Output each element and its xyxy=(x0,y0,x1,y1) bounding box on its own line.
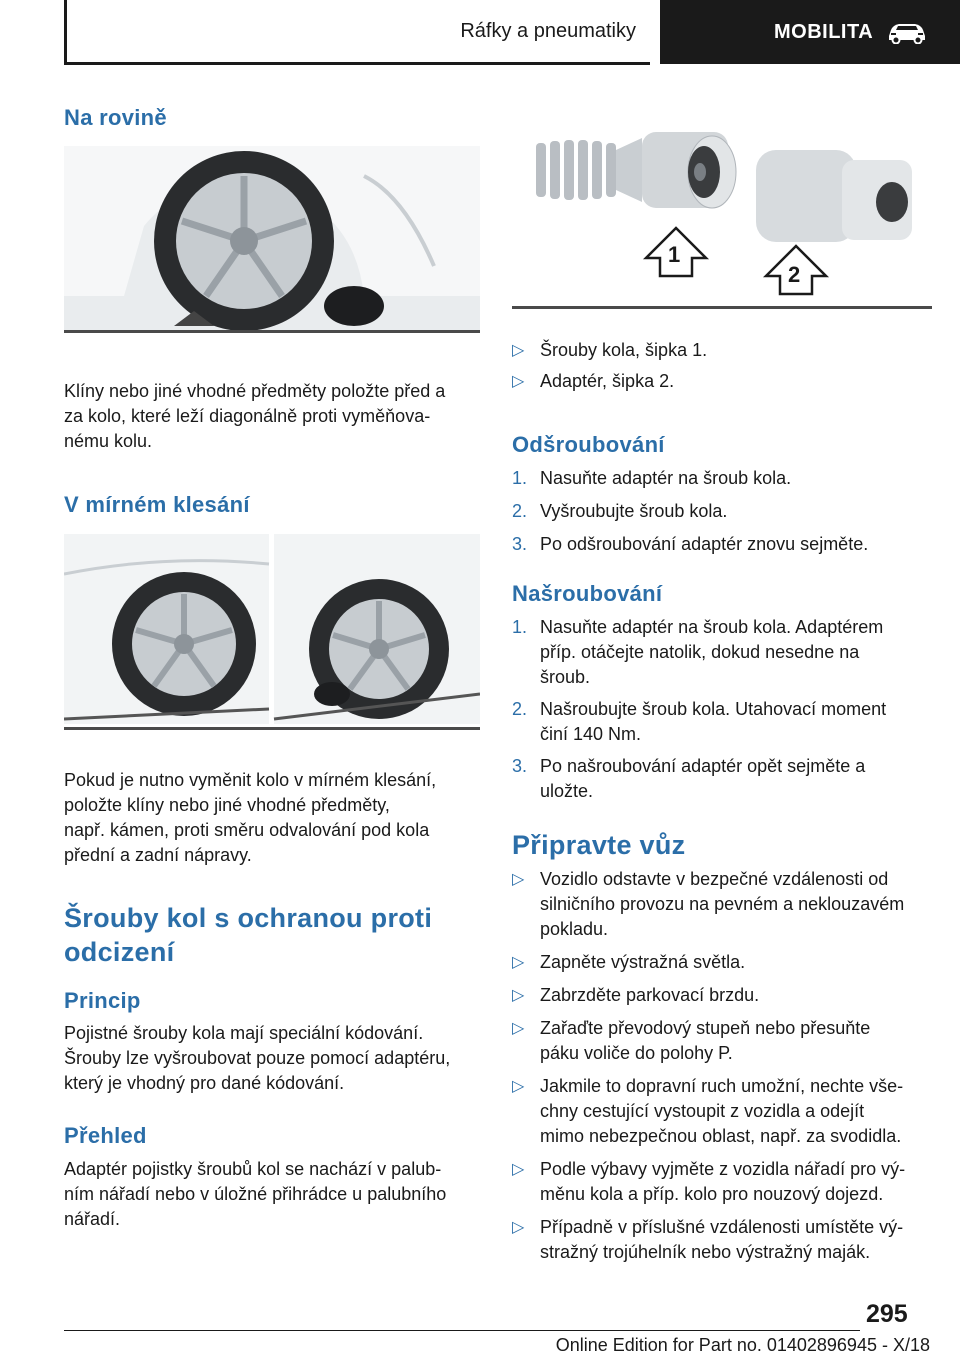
paragraph-line: položte klíny nebo jiné vhodné předměty, xyxy=(64,795,390,815)
heading-flat: Na rovině xyxy=(64,105,167,130)
paragraph-principle xyxy=(64,1021,480,1096)
heading-prepare-vehicle: Připravte vůz xyxy=(512,830,686,860)
list-item-text: Po odšroubování adaptér znovu sejměte. xyxy=(540,534,869,554)
paragraph-line: např. kámen, proti směru odvalování pod kola xyxy=(64,820,430,840)
triangle-bullet-icon: ▷ xyxy=(512,1078,525,1095)
triangle-bullet-icon: ▷ xyxy=(512,871,525,888)
heading-line: odcizení xyxy=(64,937,175,967)
list-item xyxy=(512,532,932,557)
paragraph-line: Šrouby lze vyšroubovat pouze pomocí adaptéru, xyxy=(64,1048,451,1068)
list-item-text: činí 140 Nm. xyxy=(540,724,642,744)
heading-slope: V mírném klesání xyxy=(64,492,250,517)
paragraph-line: ním nářadí nebo v úložné přihrádce u palubního xyxy=(64,1184,447,1204)
figure-wheels-slope xyxy=(64,534,480,724)
list-item-text: Jakmile to dopravní ruch umožní, nechte vše- xyxy=(540,1076,904,1096)
list-item xyxy=(512,499,932,524)
triangle-bullet-icon: ▷ xyxy=(512,1219,525,1236)
paragraph-line: přední a zadní nápravy. xyxy=(64,845,252,865)
arrow-label-2: 2 xyxy=(788,262,801,287)
screw-steps xyxy=(512,615,932,804)
paragraph-line: nářadí. xyxy=(64,1209,121,1229)
list-item-text: stražný trojúhelník nebo výstražný maják. xyxy=(540,1242,871,1262)
list-item-text: Šrouby kola, šipka 1. xyxy=(540,340,708,360)
chapter-tab xyxy=(660,0,960,64)
arrow-label-1: 1 xyxy=(668,242,681,267)
paragraph-line: Pojistné šrouby kola mají speciální kódování. xyxy=(64,1023,424,1043)
triangle-bullet-icon: ▷ xyxy=(512,1020,525,1037)
list-item-text: páku voliče do polohy P. xyxy=(540,1043,733,1063)
paragraph-line: Pokud je nutno vyměnit kolo v mírném klesání, xyxy=(64,770,437,790)
list-item-text: Zapněte výstražná světla. xyxy=(540,952,746,972)
paragraph-line: Klíny nebo jiné vhodné předměty položte před a xyxy=(64,381,446,401)
list-item-text: mimo nebezpečnou oblast, např. za svodidla. xyxy=(540,1126,902,1146)
list-item-text: pokladu. xyxy=(540,919,609,939)
list-item-text: Vyšroubujte šroub kola. xyxy=(540,501,728,521)
list-item-text: Nasuňte adaptér na šroub kola. Adaptérem xyxy=(540,617,884,637)
header-underline xyxy=(64,62,650,65)
list-item xyxy=(512,1016,932,1066)
step-number: 1. xyxy=(512,468,528,488)
list-item xyxy=(512,338,932,363)
step-number: 1. xyxy=(512,617,528,637)
list-item-text: Zabrzděte parkovací brzdu. xyxy=(540,985,760,1005)
heading-screw: Našroubování xyxy=(512,581,663,606)
page-number: 295 xyxy=(866,1300,908,1328)
heading-overview: Přehled xyxy=(64,1123,147,1148)
step-number: 2. xyxy=(512,699,528,719)
paragraph-line: který je vhodný pro dané kódování. xyxy=(64,1073,345,1093)
heading-unscrew: Odšroubování xyxy=(512,432,665,457)
list-item xyxy=(512,983,932,1008)
figure-wheel-flat xyxy=(64,146,480,330)
list-item-text: Po našroubování adaptér opět sejměte a xyxy=(540,756,866,776)
paragraph-line: nému kolu. xyxy=(64,431,153,451)
step-number: 2. xyxy=(512,501,528,521)
list-item-text: Podle výbavy vyjměte z vozidla nářadí pro vý- xyxy=(540,1159,906,1179)
list-item-text: Případně v příslušné vzdálenosti umístěte vý- xyxy=(540,1217,904,1237)
list-item-text: Adaptér, šipka 2. xyxy=(540,371,675,391)
list-item xyxy=(512,1157,932,1207)
paragraph-line: Adaptér pojistky šroubů kol se nachází v palub- xyxy=(64,1159,442,1179)
list-item xyxy=(512,754,932,804)
list-item-text: chny cestující vystoupit z vozidla a odejít xyxy=(540,1101,865,1121)
heading-principle: Princip xyxy=(64,988,141,1013)
figure-rule xyxy=(64,330,480,333)
list-item-text: příp. otáčejte natolik, dokud nesedne na xyxy=(540,642,860,662)
list-item xyxy=(512,1215,932,1265)
paragraph-flat xyxy=(64,379,480,454)
list-item xyxy=(512,867,932,942)
list-item-text: Vozidlo odstavte v bezpečné vzdálenosti od xyxy=(540,869,889,889)
prepare-list xyxy=(512,867,932,1265)
list-item xyxy=(512,950,932,975)
list-item-text: Zařaďte převodový stupeň nebo přesuňte xyxy=(540,1018,871,1038)
chapter-tab-label: MOBILITA xyxy=(774,20,874,43)
list-item-text: měnu kola a příp. kolo pro nouzový dojezd. xyxy=(540,1184,884,1204)
step-number: 3. xyxy=(512,756,528,776)
triangle-bullet-icon: ▷ xyxy=(512,954,525,971)
paragraph-slope xyxy=(64,768,480,868)
legend-list xyxy=(512,338,932,394)
section-title: Ráfky a pneumatiky xyxy=(460,19,636,42)
list-item-text: silničního provozu na pevném a neklouzavém xyxy=(540,894,905,914)
list-item xyxy=(512,697,932,747)
list-item-text: Našroubujte šroub kola. Utahovací moment xyxy=(540,699,887,719)
footer-rule xyxy=(64,1330,860,1331)
heading-anti-theft-bolts xyxy=(64,901,432,969)
triangle-bullet-icon: ▷ xyxy=(512,342,525,359)
list-item-text: uložte. xyxy=(540,781,594,801)
unscrew-steps xyxy=(512,466,932,557)
list-item xyxy=(512,615,932,690)
figure-bolt-adapter xyxy=(512,110,932,306)
paragraph-line: za kolo, které leží diagonálně proti vyměňova- xyxy=(64,406,431,426)
figure-rule xyxy=(64,727,480,730)
paragraph-overview xyxy=(64,1157,480,1232)
list-item xyxy=(512,466,932,491)
triangle-bullet-icon: ▷ xyxy=(512,373,525,390)
list-item-text: šroub. xyxy=(540,667,591,687)
triangle-bullet-icon: ▷ xyxy=(512,1161,525,1178)
list-item-text: Nasuňte adaptér na šroub kola. xyxy=(540,468,792,488)
triangle-bullet-icon: ▷ xyxy=(512,987,525,1004)
list-item xyxy=(512,369,932,394)
step-number: 3. xyxy=(512,534,528,554)
footer-edition: Online Edition for Part no. 01402896945 - X/18 xyxy=(555,1335,930,1355)
list-item xyxy=(512,1074,932,1149)
figure-rule xyxy=(512,306,932,309)
car-icon xyxy=(885,20,929,44)
heading-line: Šrouby kol s ochranou proti xyxy=(64,903,433,933)
